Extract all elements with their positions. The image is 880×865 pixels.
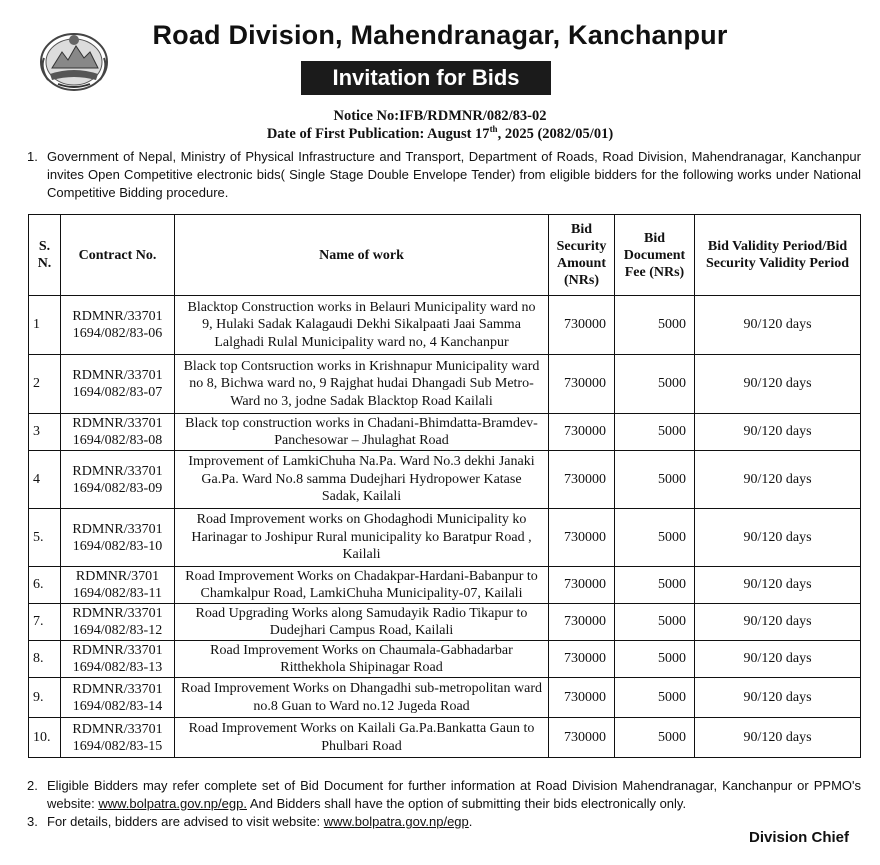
row-document-fee: 5000 <box>615 641 695 678</box>
bolpatra-link-2[interactable]: www.bolpatra.gov.np/egp <box>323 814 469 829</box>
row-name-of-work: Black top construction works in Chadani-Bhimdatta-Bramdev-Panchesowar – Jhulaghat Road <box>175 414 549 451</box>
row-bid-security: 730000 <box>549 509 615 567</box>
header-validity: Bid Validity Period/Bid Security Validity Period <box>695 215 861 296</box>
row-validity: 90/120 days <box>695 509 861 567</box>
contract-no-line-1: RDMNR/33701 <box>72 681 163 697</box>
row-name-of-work: Road Improvement Works on Kailali Ga.Pa.Bankatta Gaun to Phulbari Road <box>175 718 549 758</box>
row-name-of-work: Road Improvement Works on Chadakpar-Hardani-Babanpur to Chamkalpur Road, LamkiChuha Municipality-07, Kailali <box>175 567 549 604</box>
row-document-fee: 5000 <box>615 296 695 355</box>
row-contract-no <box>61 718 175 758</box>
row-name-of-work: Improvement of LamkiChuha Na.Pa. Ward No.3 dekhi Janaki Ga.Pa. Ward No.8 samma Dudejhari Hydropower Katase Sadak, Kailali <box>175 451 549 509</box>
row-contract-no <box>61 414 175 451</box>
table-row <box>29 718 861 758</box>
row-validity: 90/120 days <box>695 678 861 718</box>
contract-no-line-1: RDMNR/3701 <box>75 569 160 584</box>
row-sn: 3 <box>29 414 61 451</box>
row-name-of-work: Road Improvement works on Ghodaghodi Municipality ko Harinagar to Joshipur Rural municipality ko Baratpur Road , Kailali <box>175 509 549 567</box>
row-sn: 7. <box>29 604 61 641</box>
table-row <box>29 567 861 604</box>
paragraph-2 <box>27 777 861 815</box>
header-bid-security: Bid Security Amount (NRs) <box>549 215 615 296</box>
row-document-fee: 5000 <box>615 451 695 509</box>
row-document-fee: 5000 <box>615 414 695 451</box>
table-row <box>29 604 861 641</box>
row-validity: 90/120 days <box>695 641 861 678</box>
row-bid-security: 730000 <box>549 678 615 718</box>
paragraph-text: For details, bidders are advised to visit website: www.bolpatra.gov.np/egp. <box>47 814 473 829</box>
row-contract-no <box>61 567 175 604</box>
contract-no-line-2: 1694/082/83-12 <box>72 623 163 638</box>
row-document-fee: 5000 <box>615 567 695 604</box>
row-bid-security: 730000 <box>549 451 615 509</box>
table-row <box>29 296 861 355</box>
contract-no-line-2: 1694/082/83-10 <box>72 538 163 554</box>
table-header-row <box>29 215 861 296</box>
row-validity: 90/120 days <box>695 604 861 641</box>
paragraph-text: Government of Nepal, Ministry of Physical Infrastructure and Transport, Department of Roads, Road Division, Mahendranagar, Kanchanpur invites Open Competitive electronic bids( Single Stage Double Envelope Tender) from eligible bidders for the following works under National Competitive Bidding procedure. <box>47 149 861 200</box>
row-bid-security: 730000 <box>549 567 615 604</box>
contract-no-line-2: 1694/082/83-13 <box>72 660 163 675</box>
contract-no-line-2: 1694/082/83-09 <box>72 480 163 496</box>
row-validity: 90/120 days <box>695 718 861 758</box>
paragraph-number: 3. <box>27 814 38 829</box>
row-document-fee: 5000 <box>615 604 695 641</box>
table-row <box>29 414 861 451</box>
row-contract-no <box>61 678 175 718</box>
row-validity: 90/120 days <box>695 296 861 355</box>
row-name-of-work: Road Upgrading Works along Samudayik Radio Tikapur to Dudejhari Campus Road, Kailali <box>175 604 549 641</box>
row-sn: 6. <box>29 567 61 604</box>
row-contract-no <box>61 296 175 355</box>
contract-no-line-1: RDMNR/33701 <box>72 463 163 479</box>
row-sn: 2 <box>29 355 61 414</box>
table-row <box>29 641 861 678</box>
contract-no-line-2: 1694/082/83-15 <box>72 738 163 754</box>
row-sn: 10. <box>29 718 61 758</box>
row-sn: 9. <box>29 678 61 718</box>
header-sn: S. N. <box>29 215 61 296</box>
paragraph-1 <box>27 148 861 204</box>
contract-no-line-1: RDMNR/33701 <box>72 606 163 621</box>
paragraph-text: Eligible Bidders may refer complete set of Bid Document for further information at Road Division Mahendranagar, Kanchanpur or PPMO's website: www.bolpatra.gov.np/egp. And Bidders shall have the option of submitting their bids electronically only. <box>47 778 861 811</box>
header-contract-no: Contract No. <box>61 215 175 296</box>
row-sn: 1 <box>29 296 61 355</box>
row-contract-no <box>61 355 175 414</box>
contract-no-line-1: RDMNR/33701 <box>72 521 163 537</box>
header-document-fee: Bid Document Fee (NRs) <box>615 215 695 296</box>
paragraph-3 <box>27 813 861 833</box>
row-sn: 8. <box>29 641 61 678</box>
row-bid-security: 730000 <box>549 604 615 641</box>
contract-no-line-1: RDMNR/33701 <box>72 721 163 737</box>
contract-no-line-2: 1694/082/83-08 <box>72 433 163 448</box>
invitation-banner: Invitation for Bids <box>301 61 551 95</box>
table-row <box>29 678 861 718</box>
paragraph-number: 2. <box>27 778 38 793</box>
header-name-of-work: Name of work <box>175 215 549 296</box>
row-document-fee: 5000 <box>615 678 695 718</box>
row-sn: 5. <box>29 509 61 567</box>
table-row <box>29 509 861 567</box>
contract-no-line-2: 1694/082/83-14 <box>72 698 163 714</box>
row-name-of-work: Road Improvement Works on Dhangadhi sub-metropolitan ward no.8 Guan to Ward no.12 Jugeda Road <box>175 678 549 718</box>
bids-table <box>28 214 861 758</box>
contract-no-line-1: RDMNR/33701 <box>72 368 163 383</box>
row-name-of-work: Blacktop Construction works in Belauri Municipality ward no 9, Hulaki Sadak Kalagaudi Dekhi Sikalpaati Jaai Samma Lalghadi Rulal Municipality ward no, 4 Kanchanpur <box>175 296 549 355</box>
bolpatra-link[interactable]: www.bolpatra.gov.np/egp. <box>98 796 247 811</box>
row-bid-security: 730000 <box>549 718 615 758</box>
notice-number: Notice No:IFB/RDMNR/082/83-02 <box>333 108 547 124</box>
contract-no-line-1: RDMNR/33701 <box>72 416 163 431</box>
row-bid-security: 730000 <box>549 641 615 678</box>
row-bid-security: 730000 <box>549 296 615 355</box>
signature-division-chief: Division Chief <box>749 829 850 846</box>
table-row <box>29 451 861 509</box>
row-validity: 90/120 days <box>695 414 861 451</box>
contract-no-line-1: RDMNR/33701 <box>72 643 163 658</box>
row-bid-security: 730000 <box>549 414 615 451</box>
paragraph-number: 1. <box>27 149 38 164</box>
publication-date: Date of First Publication: August 17th, 2025 (2082/05/01) <box>266 124 614 142</box>
row-bid-security: 730000 <box>549 355 615 414</box>
row-contract-no <box>61 509 175 567</box>
row-sn: 4 <box>29 451 61 509</box>
row-document-fee: 5000 <box>615 355 695 414</box>
row-validity: 90/120 days <box>695 567 861 604</box>
row-contract-no <box>61 641 175 678</box>
table-row <box>29 355 861 414</box>
row-document-fee: 5000 <box>615 718 695 758</box>
contract-no-line-2: 1694/082/83-06 <box>72 326 163 341</box>
row-validity: 90/120 days <box>695 355 861 414</box>
contract-no-line-2: 1694/082/83-07 <box>72 385 163 400</box>
contract-no-line-2: 1694/082/83-11 <box>73 586 162 601</box>
row-contract-no <box>61 451 175 509</box>
contract-no-line-1: RDMNR/33701 <box>72 309 163 324</box>
row-validity: 90/120 days <box>695 451 861 509</box>
row-name-of-work: Black top Contsruction works in Krishnapur Municipality ward no 8, Bichwa ward no, 9 Rajghat hudai Dhangadi Sub Metro- Ward no 3, jodne Sadak Blacktop Road Kailali <box>175 355 549 414</box>
row-document-fee: 5000 <box>615 509 695 567</box>
row-contract-no <box>61 604 175 641</box>
row-name-of-work: Road Improvement Works on Chaumala-Gabhadarbar Ritthekhola Shipinagar Road <box>175 641 549 678</box>
office-title: Road Division, Mahendranagar, Kanchanpur <box>152 20 728 50</box>
